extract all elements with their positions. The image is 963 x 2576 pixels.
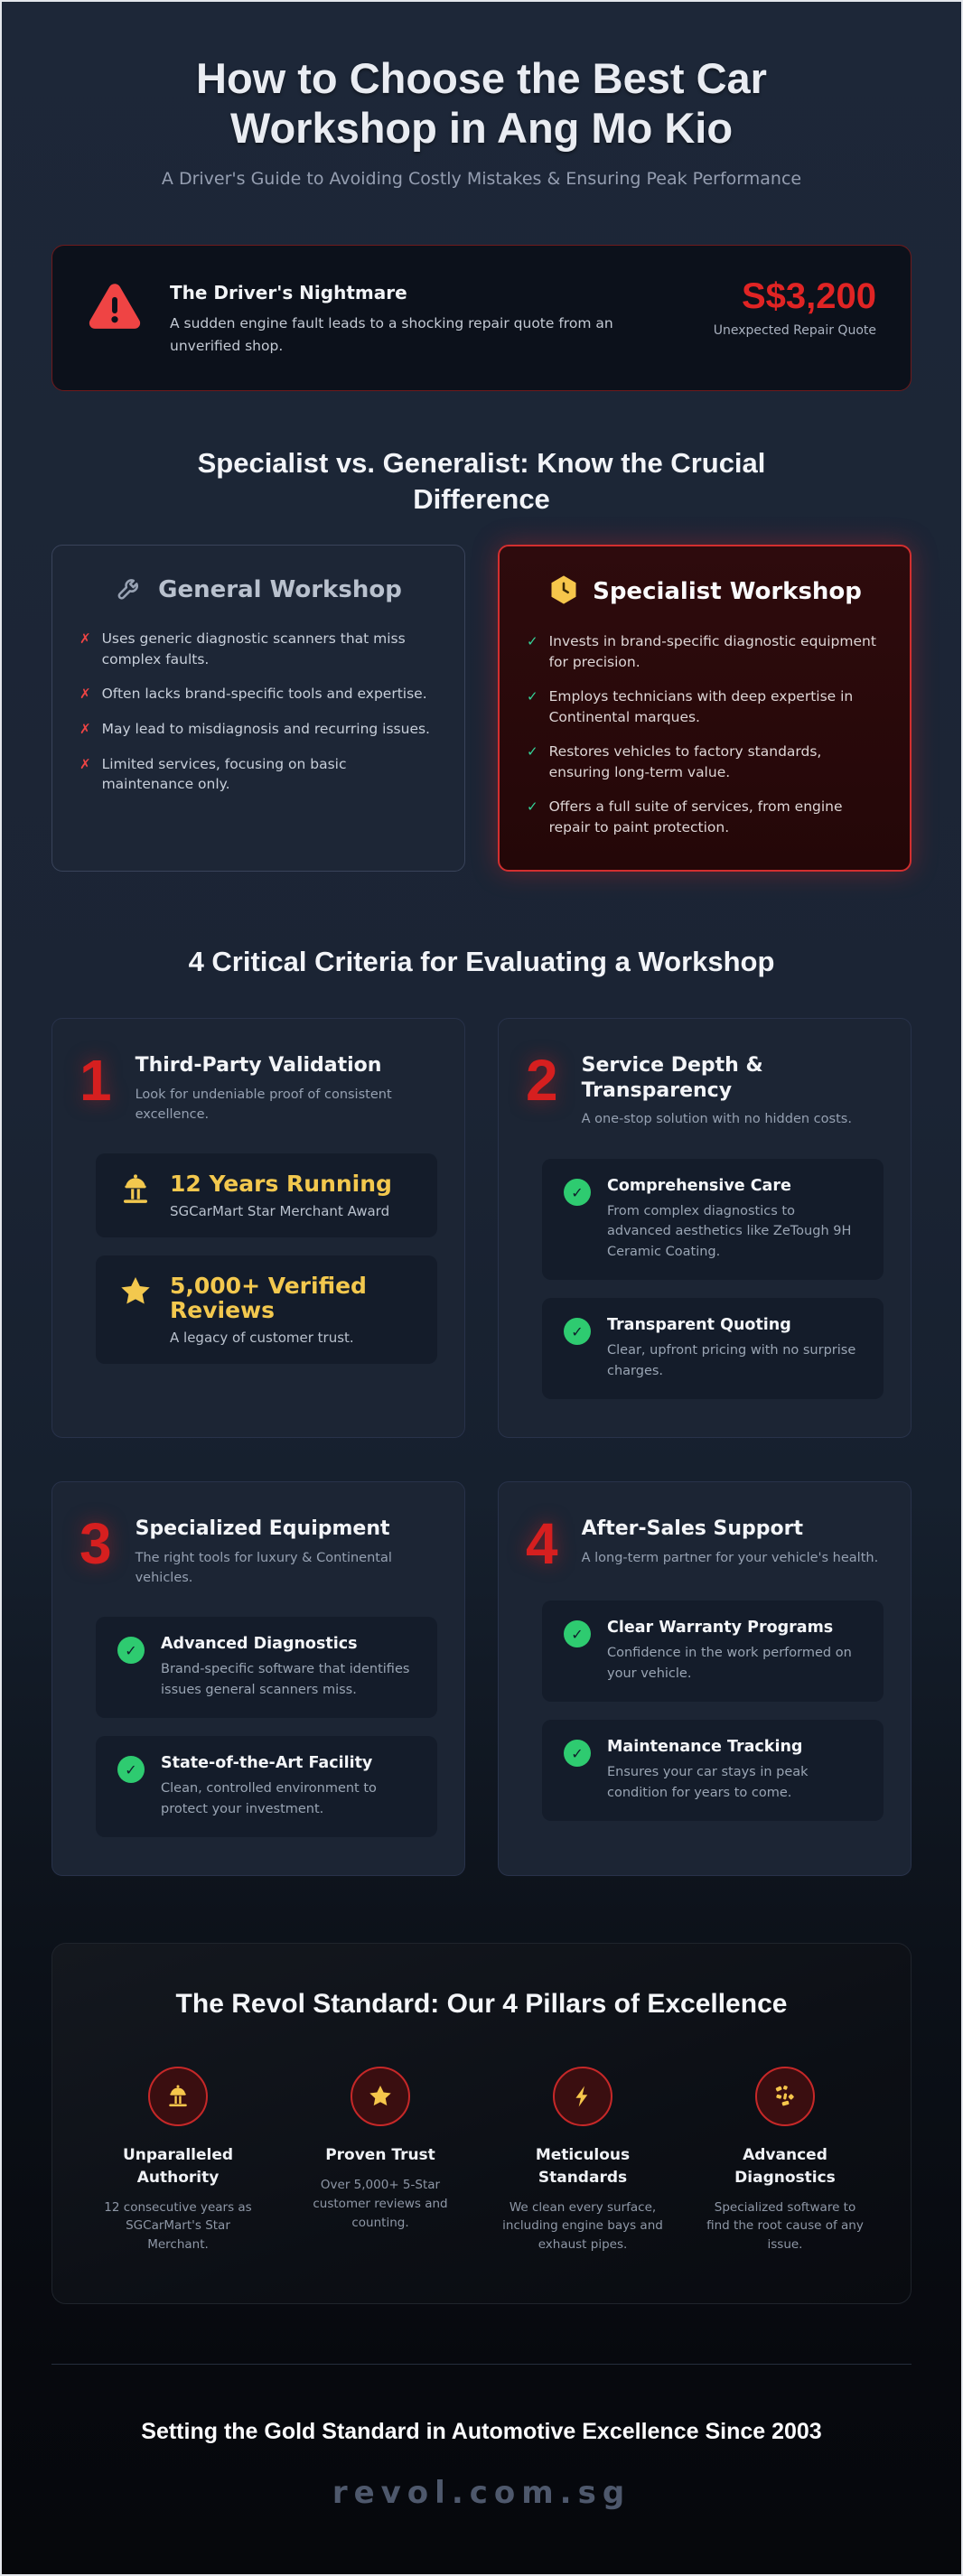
general-item — [79, 684, 437, 705]
highlight-desc: SGCarMart Star Merchant Award — [170, 1202, 390, 1219]
criteria-card-1 — [51, 1018, 465, 1438]
general-item-text: May lead to misdiagnosis and recurring issues. — [101, 720, 430, 737]
check-circle-icon: ✓ — [564, 1740, 591, 1767]
specialist-item — [527, 686, 883, 727]
criteria-title: Specialized Equipment — [135, 1517, 390, 1541]
criteria-number: 4 — [526, 1511, 558, 1577]
pillar-desc: Over 5,000+ 5-Star customer reviews and counting. — [313, 2177, 448, 2230]
pillars-heading: The Revol Standard: Our 4 Pillars of Excellence — [175, 1989, 788, 2020]
highlight-title: 12 Years Running — [170, 1171, 392, 1198]
alert-title: The Driver's Nightmare — [170, 282, 407, 304]
pillar-title: Advanced Diagnostics — [734, 2146, 836, 2187]
page-subtitle: A Driver's Guide to Avoiding Costly Mistakes & Ensuring Peak Performance — [161, 169, 802, 190]
specialist-item-text: Restores vehicles to factory standards, ensuring long-term value. — [548, 743, 822, 780]
highlight-desc: A legacy of customer trust. — [170, 1329, 354, 1346]
pillar-trust — [293, 2067, 468, 2254]
criteria-subtitle: A one-stop solution with no hidden costs. — [581, 1112, 852, 1127]
pillar-authority — [90, 2067, 266, 2254]
highlight-box — [542, 1298, 884, 1399]
award-icon — [148, 2067, 208, 2126]
highlight-desc: From complex diagnostics to advanced aesthetics like ZeTough 9H Ceramic Coating. — [607, 1204, 852, 1259]
specialist-item — [527, 631, 883, 672]
criteria-subtitle: Look for undeniable proof of consistent excellence. — [135, 1087, 392, 1122]
check-mark-icon: ✓ — [527, 688, 538, 705]
cross-mark-icon: ✗ — [79, 630, 91, 648]
pillar-desc: 12 consecutive years as SGCarMart's Star Merchant. — [104, 2199, 252, 2253]
highlight-title: State-of-the-Art Facility — [161, 1754, 373, 1773]
highlight-desc: Confidence in the work performed on your vehicle. — [607, 1646, 852, 1681]
criteria-title: Third-Party Validation — [135, 1054, 382, 1078]
pillar-standards — [495, 2067, 670, 2254]
star-icon — [117, 1274, 154, 1313]
general-item-text: Uses generic diagnostic scanners that miss complex faults. — [101, 630, 406, 667]
criteria-heading: 4 Critical Criteria for Evaluating a Workshop — [188, 945, 775, 977]
highlight-title: Comprehensive Care — [607, 1177, 791, 1196]
criteria-number: 1 — [79, 1048, 112, 1114]
pillar-desc: Specialized software to find the root cause of any issue. — [706, 2199, 864, 2253]
highlight-box — [542, 1720, 884, 1821]
star-icon — [351, 2067, 410, 2126]
cross-mark-icon: ✗ — [79, 755, 91, 772]
comparison-heading: Specialist vs. Generalist: Know the Crucial Difference — [197, 446, 766, 515]
highlight-title: Clear Warranty Programs — [607, 1619, 834, 1638]
highlight-box — [542, 1159, 884, 1280]
highlight-box — [542, 1601, 884, 1702]
check-circle-icon: ✓ — [564, 1179, 591, 1206]
specialist-workshop-card — [498, 545, 912, 872]
check-mark-icon: ✓ — [527, 743, 538, 761]
footer-tagline: Setting the Gold Standard in Automotive Excellence Since 2003 — [141, 2419, 822, 2445]
highlight-title: 5,000+ Verified Reviews — [170, 1272, 367, 1324]
specialist-item-text: Invests in brand-specific diagnostic equipment for precision. — [548, 633, 876, 670]
criteria-subtitle: The right tools for luxury & Continental vehicles. — [135, 1550, 392, 1585]
highlight-title: Transparent Quoting — [607, 1316, 791, 1335]
specialist-item-text: Offers a full suite of services, from engine repair to paint protection. — [548, 798, 843, 835]
warning-triangle-icon — [87, 278, 143, 338]
check-circle-icon: ✓ — [564, 1318, 591, 1345]
lightning-icon — [553, 2067, 612, 2126]
cross-mark-icon: ✗ — [79, 720, 91, 737]
highlight-box — [96, 1617, 437, 1718]
general-item — [79, 629, 437, 669]
revol-standard-card — [51, 1943, 912, 2304]
page-title: How to Choose the Best Car Workshop in Ang Mo Kio — [196, 54, 767, 152]
criteria-card-3 — [51, 1481, 465, 1876]
pillar-desc: We clean every surface, including engine bays and exhaust pipes. — [502, 2199, 663, 2253]
specialist-item — [527, 797, 883, 837]
general-workshop-card — [51, 545, 465, 872]
highlight-desc: Clear, upfront pricing with no surprise charges. — [607, 1343, 856, 1378]
highlight-desc: Brand-specific software that identifies issues general scanners miss. — [161, 1662, 410, 1697]
footer-divider — [51, 2364, 912, 2365]
check-circle-icon: ✓ — [117, 1637, 145, 1664]
cross-mark-icon: ✗ — [79, 686, 91, 703]
repair-quote-amount: S$3,200 — [741, 276, 876, 317]
highlight-box — [96, 1736, 437, 1837]
pillar-title: Proven Trust — [325, 2146, 435, 2165]
highlight-title: Maintenance Tracking — [607, 1738, 803, 1757]
highlight-title: Advanced Diagnostics — [161, 1635, 358, 1654]
diagnostics-icon — [755, 2067, 815, 2126]
general-item — [79, 719, 437, 740]
highlight-box — [96, 1255, 437, 1364]
criteria-number: 3 — [79, 1511, 112, 1577]
criteria-title: Service Depth & Transparency — [581, 1054, 763, 1102]
check-circle-icon: ✓ — [117, 1756, 145, 1783]
general-item-text: Limited services, focusing on basic maintenance only. — [101, 755, 347, 793]
general-item — [79, 754, 437, 795]
repair-quote-caption: Unexpected Repair Quote — [713, 323, 876, 339]
check-mark-icon: ✓ — [527, 633, 538, 650]
criteria-subtitle: A long-term partner for your vehicle's health. — [581, 1550, 879, 1565]
pillar-title: Meticulous Standards — [535, 2146, 631, 2187]
pillar-diagnostics — [697, 2067, 873, 2254]
check-mark-icon: ✓ — [527, 798, 538, 816]
criteria-title: After-Sales Support — [581, 1517, 803, 1541]
wrench-icon — [115, 573, 145, 607]
general-item-text: Often lacks brand-specific tools and expertise. — [101, 686, 427, 703]
criteria-card-2 — [498, 1018, 912, 1438]
alert-body: A sudden engine fault leads to a shocking repair quote from an unverified shop. — [170, 315, 613, 354]
highlight-desc: Ensures your car stays in peak condition for years to come. — [607, 1765, 809, 1800]
general-workshop-title: General Workshop — [158, 576, 402, 604]
award-icon — [117, 1171, 154, 1211]
specialist-item-text: Employs technicians with deep expertise in Continental marques. — [548, 688, 854, 725]
criteria-number: 2 — [526, 1048, 558, 1114]
highlight-box — [96, 1153, 437, 1237]
driver-nightmare-alert — [51, 245, 912, 391]
specialist-workshop-title: Specialist Workshop — [593, 578, 862, 606]
criteria-card-4 — [498, 1481, 912, 1876]
highlight-desc: Clean, controlled environment to protect your investment. — [161, 1781, 377, 1816]
badge-clock-icon — [547, 574, 580, 610]
pillar-title: Unparalleled Authority — [122, 2146, 234, 2187]
check-circle-icon: ✓ — [564, 1620, 591, 1647]
footer-website: revol.com.sg — [332, 2475, 631, 2512]
specialist-item — [527, 742, 883, 782]
